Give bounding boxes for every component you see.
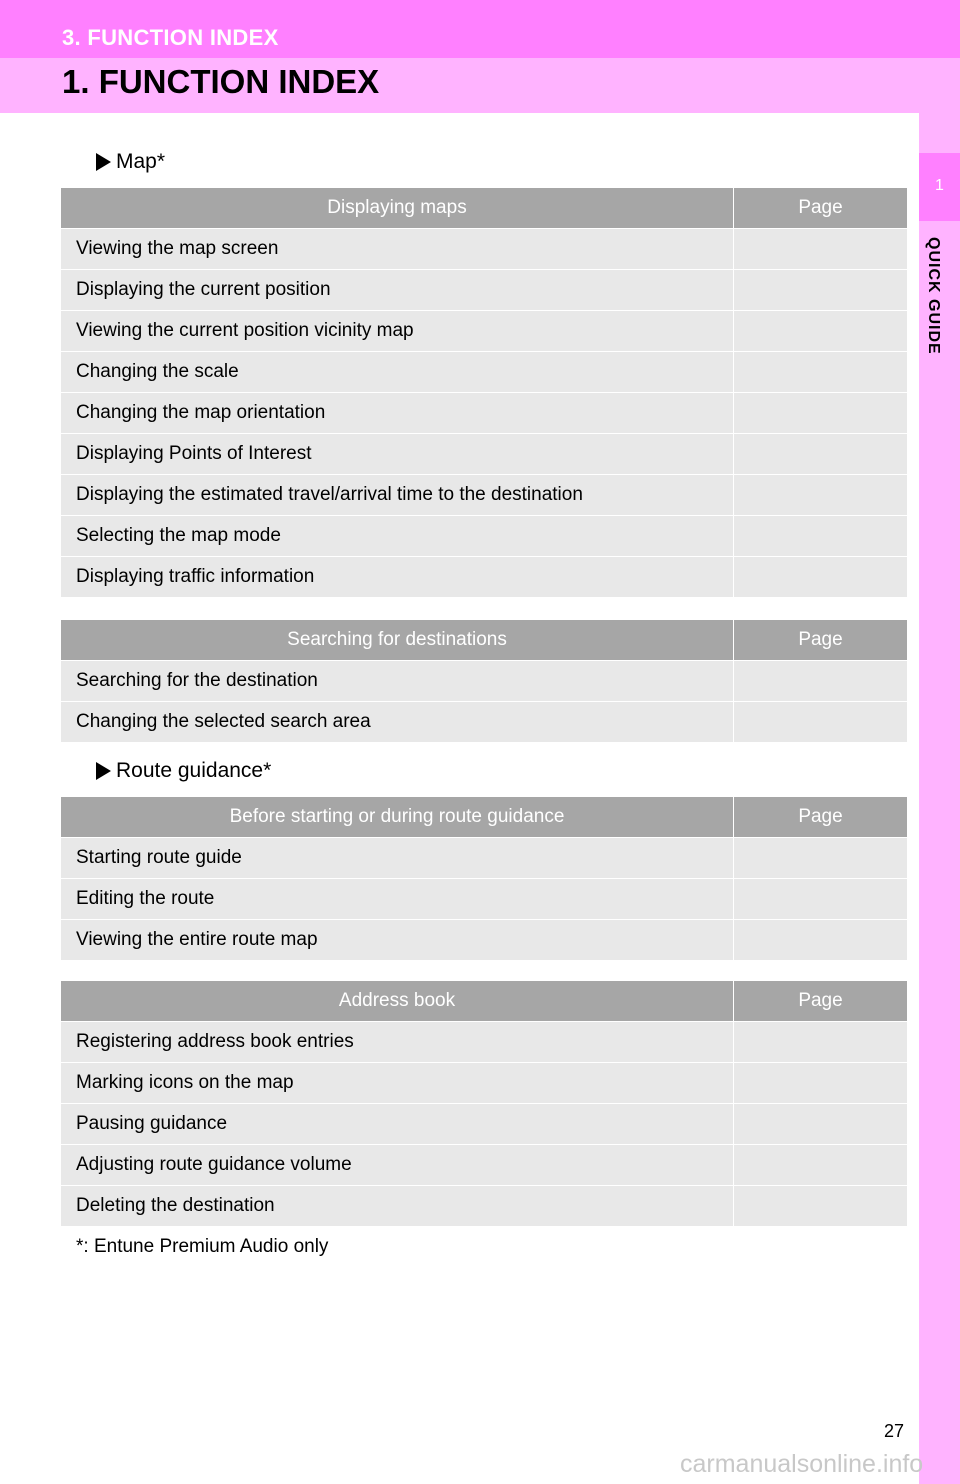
function-cell: Displaying the current position <box>61 270 734 311</box>
function-cell: Marking icons on the map <box>61 1063 734 1104</box>
function-cell: Editing the route <box>61 879 734 920</box>
table-row <box>61 393 908 434</box>
subheading-route-guidance-label: Route guidance* <box>116 759 272 782</box>
page-cell <box>734 393 908 434</box>
page-number: 27 <box>884 1421 905 1441</box>
table-route-guidance <box>60 796 908 961</box>
table-row <box>61 1104 908 1145</box>
triangle-bullet-icon <box>96 153 111 171</box>
table-searching-destinations <box>60 619 908 743</box>
page-column-header: Page <box>734 620 908 661</box>
table-row <box>61 516 908 557</box>
footnote: *: Entune Premium Audio only <box>76 1236 329 1257</box>
page-cell <box>734 516 908 557</box>
watermark: carmanualsonline.info <box>680 1450 924 1478</box>
table-row <box>61 1145 908 1186</box>
function-cell: Viewing the current position vicinity map <box>61 311 734 352</box>
page-cell <box>734 1104 908 1145</box>
subheading-map-label: Map* <box>116 150 166 173</box>
table-row <box>61 352 908 393</box>
subheading-route-guidance <box>96 759 271 783</box>
page-cell <box>734 352 908 393</box>
function-cell: Starting route guide <box>61 838 734 879</box>
page-cell <box>734 702 908 743</box>
chapter-tab[interactable]: 1 <box>919 153 960 221</box>
column-header: Searching for destinations <box>61 620 734 661</box>
table-displaying-maps <box>60 187 908 598</box>
table-row <box>61 557 908 598</box>
table-row <box>61 1022 908 1063</box>
function-cell: Registering address book entries <box>61 1022 734 1063</box>
page-cell <box>734 229 908 270</box>
table-address-book <box>60 980 908 1227</box>
table-row <box>61 879 908 920</box>
table-row <box>61 920 908 961</box>
page-cell <box>734 475 908 516</box>
table-row <box>61 311 908 352</box>
page-cell <box>734 1186 908 1227</box>
function-cell: Deleting the destination <box>61 1186 734 1227</box>
column-header: Address book <box>61 981 734 1022</box>
subheading-map <box>96 150 165 174</box>
function-cell: Viewing the map screen <box>61 229 734 270</box>
function-cell: Changing the selected search area <box>61 702 734 743</box>
table-row <box>61 1063 908 1104</box>
column-header: Before starting or during route guidance <box>61 797 734 838</box>
page-title: 1. FUNCTION INDEX <box>62 63 380 100</box>
page-cell <box>734 311 908 352</box>
triangle-bullet-icon <box>96 762 111 780</box>
page-column-header: Page <box>734 981 908 1022</box>
column-header: Displaying maps <box>61 188 734 229</box>
table-row <box>61 475 908 516</box>
function-cell: Displaying traffic information <box>61 557 734 598</box>
table-row <box>61 434 908 475</box>
page-cell <box>734 879 908 920</box>
table-row <box>61 661 908 702</box>
function-cell: Changing the scale <box>61 352 734 393</box>
page-column-header: Page <box>734 797 908 838</box>
section-label: 3. FUNCTION INDEX <box>62 25 279 50</box>
page-cell <box>734 838 908 879</box>
page-cell <box>734 1063 908 1104</box>
table-row <box>61 838 908 879</box>
function-cell: Viewing the entire route map <box>61 920 734 961</box>
function-cell: Searching for the destination <box>61 661 734 702</box>
function-cell: Displaying Points of Interest <box>61 434 734 475</box>
page-cell <box>734 270 908 311</box>
function-cell: Displaying the estimated travel/arrival time to the destination <box>61 475 734 516</box>
page-cell <box>734 1145 908 1186</box>
page-cell <box>734 434 908 475</box>
chapter-title: QUICK GUIDE <box>925 237 942 355</box>
page-cell <box>734 557 908 598</box>
function-cell: Pausing guidance <box>61 1104 734 1145</box>
page-cell <box>734 1022 908 1063</box>
page-column-header: Page <box>734 188 908 229</box>
table-row <box>61 229 908 270</box>
table-row <box>61 1186 908 1227</box>
table-row <box>61 702 908 743</box>
function-cell: Adjusting route guidance volume <box>61 1145 734 1186</box>
page-cell <box>734 661 908 702</box>
function-cell: Changing the map orientation <box>61 393 734 434</box>
table-row <box>61 270 908 311</box>
page-cell <box>734 920 908 961</box>
function-cell: Selecting the map mode <box>61 516 734 557</box>
